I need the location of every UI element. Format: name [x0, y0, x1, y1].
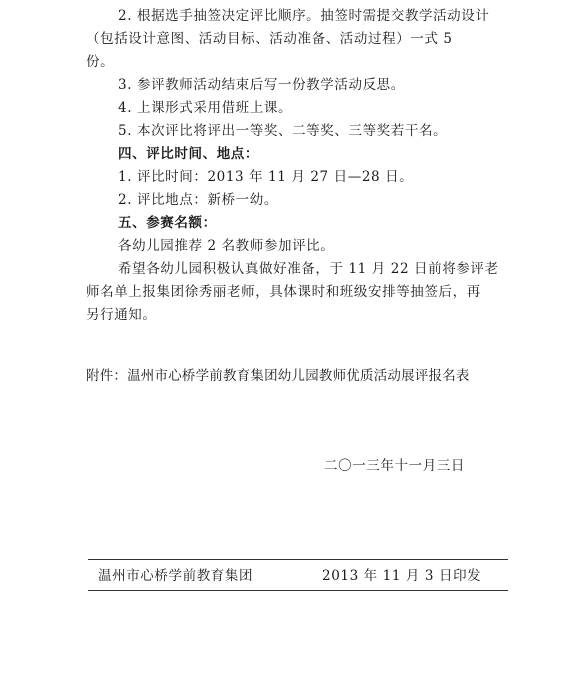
quota-text: 各幼儿园推荐 2 名教师参加评比。	[118, 238, 335, 254]
attachment-line: 附件：温州市心桥学前教育集团幼儿园教师优质活动展评报名表	[86, 368, 470, 384]
issue-date: 二〇一三年十一月三日	[324, 458, 465, 474]
rule-item-4: 4. 上课形式采用借班上课。	[118, 100, 293, 116]
rule-item-5: 5. 本次评比将评出一等奖、二等奖、三等奖若干名。	[118, 123, 448, 139]
preparation-note-line-1: 希望各幼儿园积极认真做好准备，于 11 月 22 日前将参评老	[118, 261, 499, 277]
footer-bottom-rule	[88, 590, 508, 591]
rule-item-3: 3. 参评教师活动结束后写一份教学活动反思。	[118, 77, 405, 93]
footer-print-date: 2013 年 11 月 3 日印发	[322, 568, 482, 584]
competition-place: 2. 评比地点：新桥一幼。	[118, 192, 278, 208]
section-5-heading: 五、参赛名额：	[118, 215, 217, 231]
section-4-heading: 四、评比时间、地点：	[118, 146, 259, 162]
rule-item-2-continued: （包括设计意图、活动目标、活动准备、活动过程）一式 5	[86, 31, 453, 47]
rule-item-2: 2. 根据选手抽签决定评比顺序。抽签时需提交教学活动设计	[118, 8, 490, 24]
preparation-note-line-3: 另行通知。	[86, 307, 157, 323]
footer-organization: 温州市心桥学前教育集团	[98, 568, 254, 584]
rule-item-2-end: 份。	[86, 54, 115, 70]
competition-time: 1. 评比时间：2013 年 11 月 27 日—28 日。	[118, 169, 414, 185]
footer-top-rule	[88, 559, 508, 560]
preparation-note-line-2: 师名单上报集团徐秀丽老师，具体课时和班级安排等抽签后，再	[86, 284, 481, 300]
